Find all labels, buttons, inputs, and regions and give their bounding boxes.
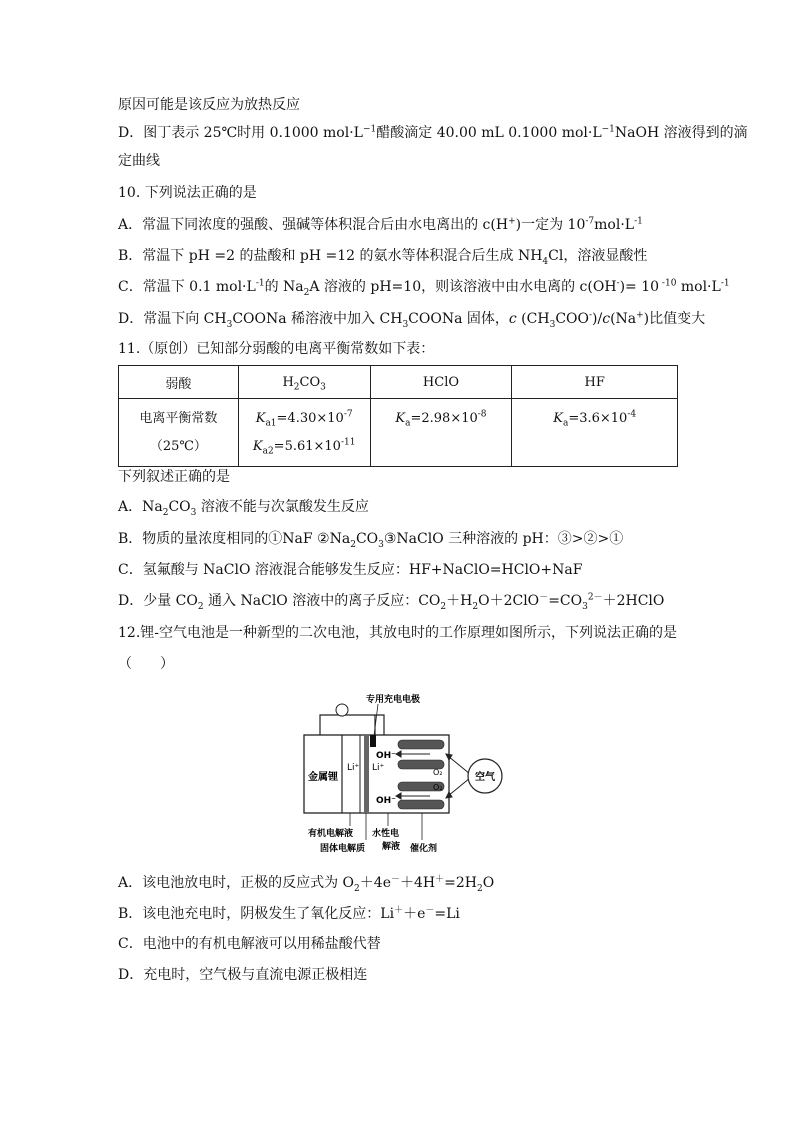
q12-option-b: B．该电池充电时，阴极发生了氧化反应：Li＋＋e－=Li <box>118 905 460 922</box>
table-data-row <box>119 399 678 467</box>
q11-option-d: D．少量 $CO_2$ 通入 NaClO 溶液中的离子反应：$CO_2+H_2O+2ClO^-=CO_3^{2-}+2HClO$ <box>118 592 665 612</box>
label-aqueous-electrolyte-2: 解液 <box>382 842 401 852</box>
q11-stem: 11.（原创）已知部分弱酸的电离平衡常数如下表： <box>118 341 435 357</box>
q10-option-a: A．常温下同浓度的强酸、强碱等体积混合后由水电离出的 c(H+)一定为 $10^{-7}mol\cdot L^{-1}$ <box>118 216 643 233</box>
q12-option-c: C．电池中的有机电解液可以用稀盐酸代替 <box>118 936 381 952</box>
ionization-constant-table <box>118 365 678 467</box>
label-catalyst: 催化剂 <box>410 844 438 854</box>
row-label: 电离平衡常数 （25℃） <box>119 399 239 467</box>
header-hf: HF <box>512 366 678 399</box>
label-solid-electrolyte: 固体电解质 <box>320 844 366 854</box>
cell-hf-ka: $K_a=3.6\times 10^{-4}$ <box>512 399 678 467</box>
cell-hclo-ka: $K_a=2.98\times 10^{-8}$ <box>370 399 512 467</box>
q11-option-c: C．氢氟酸与 NaClO 溶液混合能够发生反应：HF+NaClO=HClO+NaF <box>118 562 583 578</box>
li-ion-left: Li⁺ <box>347 763 360 773</box>
label-charge-electrode: 专用充电电极 <box>366 695 421 705</box>
q12-option-a: A．该电池放电时，正极的反应式为 $O_2+4e^-+4H^+=2H_2O$ <box>118 874 495 894</box>
q11-option-a: A．$Na_2CO_3$ 溶液不能与次氯酸发生反应 <box>118 499 369 518</box>
q10-option-c: C．常温下 0.1 $mol\cdot L^{-1}$的 $Na_2A$ 溶液的 pH=10，则该溶液中由水电离的 c(OH-)= 10 $^{-10}$ $mol\cdot L^{-1}$ <box>118 278 730 298</box>
label-organic-electrolyte: 有机电解液 <box>308 829 354 839</box>
charge-electrode-block <box>370 735 376 747</box>
label-aqueous-electrolyte-1: 水性电 <box>372 829 400 839</box>
label-air: 空气 <box>475 772 495 783</box>
q10-option-d: D．常温下向 $CH_3COONa$ 稀溶液中加入 $CH_3COONa$ 固体，c $(CH_3COO^-)/c(Na^+)$比值变大 <box>118 310 706 330</box>
q12-stem: 12.锂-空气电池是一种新型的二次电池，其放电时的工作原理如图所示，下列说法正确的是 <box>118 625 677 641</box>
q10-stem: 10. 下列说法正确的是 <box>118 185 257 201</box>
o2-top: O₂ <box>433 768 443 777</box>
li-ion-right: Li⁺ <box>372 763 385 773</box>
oh-ion-top: OH⁻ <box>376 751 396 761</box>
header-weak-acid: 弱酸 <box>119 366 239 399</box>
q9-option-d: D．图丁表示 25℃时用 0.1000 $mol\cdot L^{-1}$醋酸滴定 40.00 mL 0.1000 $mol\cdot L^{-1}NaOH$ 溶液得到的滴 <box>118 124 748 141</box>
oh-ion-bottom: OH⁻ <box>376 796 396 806</box>
q9-continuation: 原因可能是该反应为放热反应 <box>118 97 300 113</box>
header-hclo: HClO <box>370 366 512 399</box>
table-header-row <box>119 366 678 399</box>
header-h2co3: $H_2CO_3$ <box>238 366 370 399</box>
li-air-battery-diagram <box>300 690 510 860</box>
bulb-icon <box>336 704 348 716</box>
q11-option-b: B．物质的量浓度相同的①NaF $②Na_2CO_3③NaClO$ 三种溶液的 pH：③>②>① <box>118 531 624 550</box>
q9-option-d-cont: 定曲线 <box>118 153 160 169</box>
cell-h2co3-ka: $K_{a1}=4.30\times 10^{-7}$ $K_{a2}=5.61\times 10^{-11}$ <box>238 399 370 467</box>
q12-option-d: D．充电时，空气极与直流电源正极相连 <box>118 967 368 983</box>
q10-option-b: B．常温下 pH =2 的盐酸和 pH =12 的氨水等体积混合后生成 $NH_4Cl$，溶液显酸性 <box>118 248 648 267</box>
o2-bottom: O₂ <box>433 783 443 792</box>
q12-blank: （ ） <box>118 656 174 672</box>
solid-electrolyte <box>364 735 369 813</box>
q11-sub-stem: 下列叙述正确的是 <box>118 469 230 485</box>
label-metal-li: 金属锂 <box>308 772 338 783</box>
